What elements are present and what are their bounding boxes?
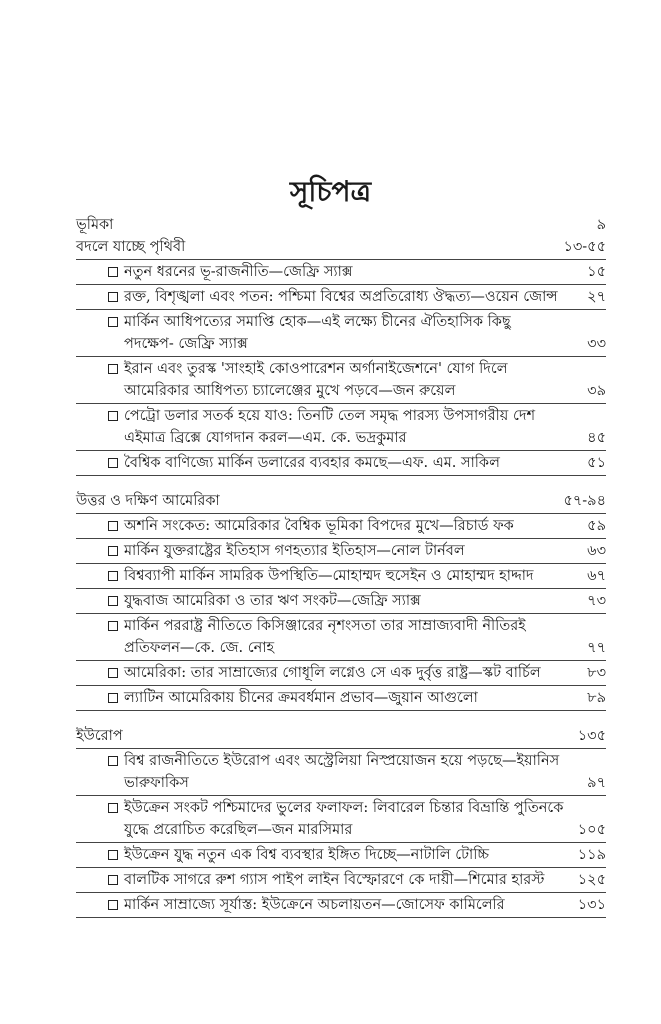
entry-page-number: ৮৯: [587, 690, 606, 706]
entry-title-wrap: [108, 894, 578, 916]
toc-entry: [76, 661, 606, 686]
entry-page-number: ৫১: [587, 455, 606, 471]
checkbox-bullet-icon: [108, 756, 118, 766]
entry-title-wrap: [108, 565, 578, 587]
entry-title: মার্কিন আধিপত্যের সমাপ্তি হোক—এই লক্ষ্যে চীনের ঐতিহাসিক কিছু পদক্ষেপ- জেফ্রি স্যাক্স: [124, 314, 511, 352]
entry-title: ইউক্রেন সংকট পশ্চিমাদের ভুলের ফলাফল: লিবারেল চিন্তার বিভ্রান্তি পুতিনকে যুদ্ধে প্ররোচিত করেছিল—জন মারসিমার: [124, 800, 564, 838]
entry-title: নতুন ধরনের ভূ-রাজনীতি—জেফ্রি স্যাক্স: [124, 264, 353, 280]
entry-title: বৈশ্বিক বাণিজ্যে মার্কিন ডলারের ব্যবহার কমছে—এফ. এম. সাকিল: [124, 455, 500, 471]
entry-page-number: ৮৩: [587, 665, 606, 681]
section-title: ইউরোপ: [76, 728, 123, 744]
preface-page: ৯: [596, 217, 606, 233]
entry-page-number: ১১৯: [577, 847, 606, 863]
section-title: উত্তর ও দক্ষিণ আমেরিকা: [76, 493, 220, 509]
checkbox-bullet-icon: [108, 411, 118, 421]
toc-section: [76, 725, 606, 918]
entry-page-number: ৬৭: [587, 568, 606, 584]
entry-title: আমেরিকা: তার সাম্রাজ্যের গোধূলি লগ্নেও সে এক দুর্বৃত্ত রাষ্ট্র—স্কট বার্চিল: [124, 665, 541, 681]
entry-title-wrap: [108, 540, 578, 562]
entry-title: অশনি সংকেত: আমেরিকার বৈশ্বিক ভূমিকা বিপদের মুখে—রিচার্ড ফক: [124, 518, 514, 534]
entry-title-wrap: [108, 405, 578, 449]
toc-entry: [76, 564, 606, 589]
checkbox-bullet-icon: [108, 546, 118, 556]
toc-entry: [76, 451, 606, 476]
checkbox-bullet-icon: [108, 596, 118, 606]
toc-entry: [76, 749, 606, 796]
toc-entry: [76, 357, 606, 404]
entry-page-number: ৫৯: [587, 518, 606, 534]
entry-title: বিশ্বব্যাপী মার্কিন সামরিক উপস্থিতি—মোহাম্মদ হুসেইন ও মোহাম্মদ হাদ্দাদ: [124, 568, 534, 584]
checkbox-bullet-icon: [108, 803, 118, 813]
checkbox-bullet-icon: [108, 693, 118, 703]
section-title: বদলে যাচ্ছে পৃথিবী: [76, 239, 186, 255]
section-heading: [76, 236, 606, 260]
entry-page-number: ৬৩: [587, 543, 606, 559]
entry-title-wrap: [108, 844, 578, 866]
toc-entry: [76, 539, 606, 564]
section-heading: [76, 725, 606, 749]
entry-page-number: ১৫: [587, 264, 606, 280]
entry-title-wrap: [108, 261, 578, 283]
entry-title: ল্যাটিন আমেরিকায় চীনের ক্রমবর্ধমান প্রভাব—জুয়ান আগুলো: [124, 690, 478, 706]
toc-entry: [76, 868, 606, 893]
entry-title: বিশ্ব রাজনীতিতে ইউরোপ এবং অস্ট্রেলিয়া নিস্প্রয়োজন হয়ে পড়ছে—ইয়ানিস ভারুফাকিস: [124, 753, 560, 791]
checkbox-bullet-icon: [108, 900, 118, 910]
toc-entry: [76, 614, 606, 661]
entry-page-number: ১৩১: [577, 897, 606, 913]
checkbox-bullet-icon: [108, 668, 118, 678]
toc-entry: [76, 514, 606, 539]
entry-title-wrap: [108, 590, 578, 612]
entry-title: বালটিক সাগরে রুশ গ্যাস পাইপ লাইন বিস্ফোরণে কে দায়ী—শিমোর হারস্ট: [124, 872, 545, 888]
entry-title: মার্কিন পররাষ্ট্র নীতিতে কিসিঞ্জারের নৃশংসতা তার সাম্রাজ্যবাদী নীতিরই প্রতিফলন—কে. জে. নোহ: [124, 618, 526, 656]
entry-page-number: ৩৯: [587, 383, 606, 399]
preface-row: [76, 214, 606, 236]
entry-title: মার্কিন যুক্তরাষ্ট্রের ইতিহাস গণহত্যার ইতিহাস—নোল টার্নবল: [124, 543, 465, 559]
preface-label: ভূমিকা: [76, 217, 114, 233]
checkbox-bullet-icon: [108, 267, 118, 277]
page-title: সূচিপত্র: [289, 175, 372, 208]
section-page-range: ৫৭-৯৪: [563, 493, 606, 509]
entry-title-wrap: [108, 452, 578, 474]
entry-page-number: ৯৭: [587, 775, 606, 791]
toc-entry: [76, 686, 606, 711]
entry-title-wrap: [108, 311, 578, 355]
checkbox-bullet-icon: [108, 458, 118, 468]
entry-title-wrap: [108, 515, 578, 537]
checkbox-bullet-icon: [108, 850, 118, 860]
sections-container: [76, 236, 606, 918]
entry-title-wrap: [108, 286, 578, 308]
section-heading: [76, 490, 606, 514]
entry-title-wrap: [108, 869, 578, 891]
toc-entry: [76, 310, 606, 357]
entry-page-number: ৭৭: [587, 640, 606, 656]
toc-entry: [76, 285, 606, 310]
entry-title: যুদ্ধবাজ আমেরিকা ও তার ঋণ সংকট—জেফ্রি স্যাক্স: [124, 593, 421, 609]
entry-page-number: ২৭: [587, 289, 606, 305]
section-page-range: ১৩-৫৫: [563, 239, 606, 255]
checkbox-bullet-icon: [108, 364, 118, 374]
toc-entry: [76, 589, 606, 614]
entry-page-number: ১০৫: [577, 822, 606, 838]
entry-title-wrap: [108, 662, 578, 684]
entry-page-number: ৪৫: [587, 430, 606, 446]
toc-section: [76, 490, 606, 711]
checkbox-bullet-icon: [108, 521, 118, 531]
toc-entry: [76, 404, 606, 451]
toc-entry: [76, 893, 606, 918]
entry-title: মার্কিন সাম্রাজ্যে সূর্যাস্ত: ইউক্রেনে অচলায়তন—জোসেফ কামিলেরি: [124, 897, 505, 913]
entry-page-number: ১২৫: [577, 872, 606, 888]
section-page-range: ১৩৫: [577, 728, 606, 744]
entry-page-number: ৭৩: [587, 593, 606, 609]
checkbox-bullet-icon: [108, 317, 118, 327]
toc-entry: [76, 796, 606, 843]
checkbox-bullet-icon: [108, 571, 118, 581]
table-of-contents: [76, 214, 606, 932]
entry-title: রক্ত, বিশৃঙ্খলা এবং পতন: পশ্চিমা বিশ্বের অপ্রতিরোধ্য ঔদ্ধত্য—ওয়েন জোন্স: [124, 289, 558, 305]
checkbox-bullet-icon: [108, 292, 118, 302]
entry-title-wrap: [108, 687, 578, 709]
entry-page-number: ৩৩: [587, 336, 606, 352]
entry-title-wrap: [108, 797, 578, 841]
toc-entry: [76, 843, 606, 868]
toc-section: [76, 236, 606, 476]
entry-title-wrap: [108, 750, 578, 794]
entry-title: ইউক্রেন যুদ্ধ নতুন এক বিশ্ব ব্যবস্থার ইঙ্গিত দিচ্ছে—নাটালি টোচ্চি: [124, 847, 489, 863]
checkbox-bullet-icon: [108, 875, 118, 885]
toc-entry: [76, 260, 606, 285]
entry-title: পেট্রো ডলার সতর্ক হয়ে যাও: তিনটি তেল সমৃদ্ধ পারস্য উপসাগরীয় দেশ এইমাত্র ব্রিক্সে যোগদান করল—এম. কে. ভদ্রকুমার: [124, 408, 536, 446]
entry-title: ইরান এবং তুরস্ক 'সাংহাই কোওপারেশন অর্গানাইজেশনে' যোগ দিলে আমেরিকার আধিপত্য চ্যালেঞ্জের মুখে পড়বে—জন রুয়েল: [124, 361, 508, 399]
entry-title-wrap: [108, 615, 578, 659]
entry-title-wrap: [108, 358, 578, 402]
checkbox-bullet-icon: [108, 621, 118, 631]
